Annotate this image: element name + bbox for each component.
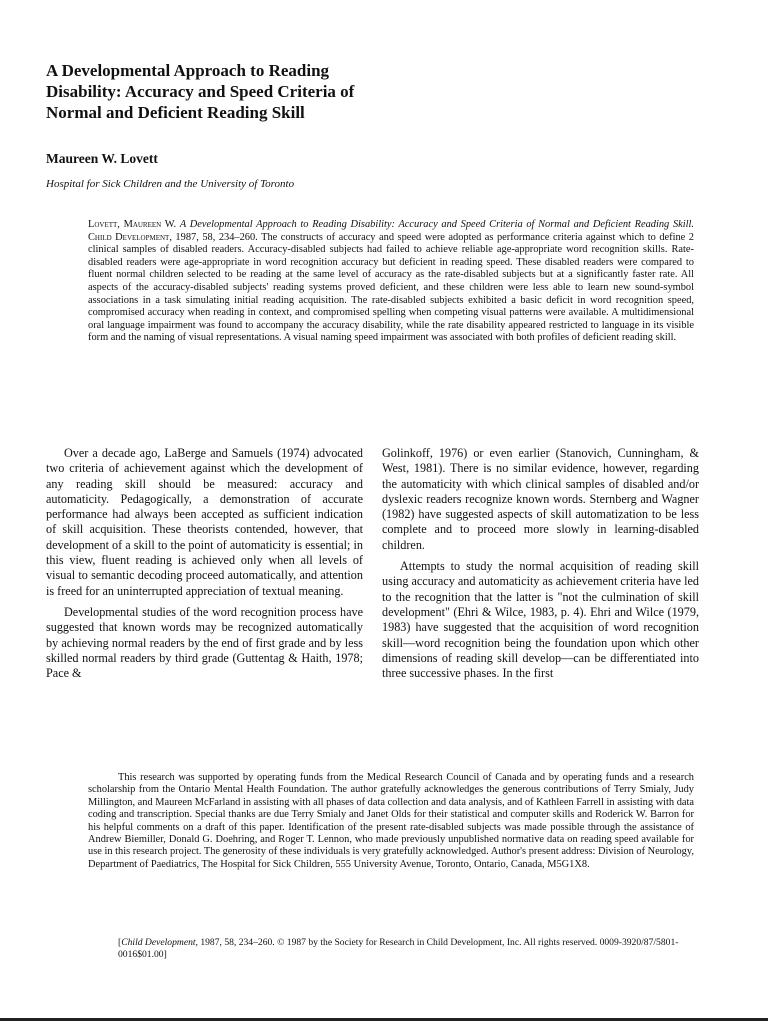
author-affiliation: Hospital for Sick Children and the University of Toronto — [46, 178, 295, 190]
scan-edge-divider — [0, 1018, 768, 1021]
body-column-right — [382, 446, 699, 687]
copyright-citation — [118, 937, 694, 961]
abstract — [88, 219, 694, 345]
citation-bracket: [ — [118, 937, 122, 948]
abstract-citation: 1987, 58, 234–260. — [171, 231, 258, 243]
title-line: Normal and Deficient Reading Skill — [46, 103, 305, 122]
body-paragraph: Golinkoff, 1976) or even earlier (Stanovich, Cunningham, & West, 1981). There is no similar evidence, however, regarding the automaticity with which clinical samples of disabled and/or dyslexic readers recognize known words. Sternberg and Wagner (1982) have suggested aspects of skill automatization to be less complete and to proceed more slowly in learning-disabled children. — [382, 446, 699, 552]
body-paragraph: Developmental studies of the word recognition process have suggested that known words may be recognized automatically by achieving normal readers by the end of first grade and by less skilled normal readers by third grade (Guttentag & Haith, 1978; Pace & — [46, 604, 363, 681]
body-paragraph: Over a decade ago, LaBerge and Samuels (1974) advocated two criteria of achievement against which the development of any reading skill should be measured: accuracy and automaticity. Pedagogically, a demonstration of accurate performance had always been accepted as sufficient indication of skill acquisition. These theorists contended, however, that development of a skill to the point of automaticity is essential; in this view, fluent reading is achieved only when all levels of visual to semantic decoding proceed automatically, and attention is freed for an uninterrupted appreciation of textual meaning. — [46, 446, 363, 598]
abstract-author: Lovett, Maureen W. — [88, 219, 177, 230]
abstract-journal: Child Development, — [88, 231, 172, 243]
abstract-body: The constructs of accuracy and speed were adopted as performance criteria against which to define 2 clinical samples of disabled readers. Accuracy-disabled subjects had failed to achieve reliable age-appropriate word recognition skills. Rate-disabled readers were age-appropriate in word recognition accuracy but deficient in reading speed. These disabled readers were compared to fluent normal children selected to be reading at the same level of accuracy as the rate-disabled subjects but at a significantly faster rate. All aspects of the accuracy-disabled subjects' reading systems proved deficient, and these children were less able to learn new sound-symbol associations in a task simulating initial reading acquisition. The rate-disabled subjects exhibited a basic deficit in word recognition speed, compromised accuracy when reading in context, and compromised spelling when competing visual patterns were available. A multidimensional oral language impairment was found to accompany the accuracy disability, while the rate disability appeared restricted to language in its visible form and the naming of visual representations. A visual naming speed impairment was associated with both profiles of deficient reading skill. — [88, 231, 694, 344]
title-line: A Developmental Approach to Reading — [46, 61, 330, 80]
body-column-left — [46, 446, 363, 687]
citation-journal: Child Development, — [121, 937, 198, 948]
article-title — [46, 60, 546, 123]
title-line: Disability: Accuracy and Speed Criteria of — [46, 82, 355, 101]
citation-details: 1987, 58, 234–260. © 1987 by the Society for Research in Child Development, Inc. All rights reserved. 0009-3920/87/5801-0016$01.00] — [118, 937, 679, 960]
author-name: Maureen W. Lovett — [46, 151, 158, 166]
abstract-title: A Developmental Approach to Reading Disability: Accuracy and Speed Criteria of Normal and Deficient Reading Skill. — [179, 219, 695, 230]
body-paragraph: Attempts to study the normal acquisition of reading skill using accuracy and automaticity as achievement criteria have led to the recognition that the latter is "not the culmination of skill development" (Ehri & Wilce, 1983, p. 4). Ehri and Wilce (1979, 1983) have suggested that the acquisition of word recognition skill—word recognition being the foundation upon which other dimensions of reading skill develop—can be differentiated into three successive phases. In the first — [382, 559, 699, 681]
acknowledgment-footnote: This research was supported by operating funds from the Medical Research Council of Canada and by operating funds and a research scholarship from the Ontario Mental Health Foundation. The author gratefully acknowledges the generous contributions of Terry Smialy, Judy Millington, and Maureen McFarland in assisting with all phases of data collection and data analysis, and of Kathleen Farrell in assisting with data coding and transcription. Special thanks are due Terry Smialy and Janet Olds for their statistical and computer skills and Roderick W. Barron for his helpful comments on a draft of this paper. Identification of the present rate-disabled subjects was made possible through the assistance of Andrew Biemiller, Donald G. Doehring, and Roger T. Lennon, who made previously unpublished normative data on reading speed available for use in this research project. The generosity of these individuals is very gratefully acknowledged. Author's present address: Division of Neurology, Department of Paediatrics, The Hospital for Sick Children, 555 University Avenue, Toronto, Ontario, Canada, M5G1X8. — [88, 772, 694, 870]
